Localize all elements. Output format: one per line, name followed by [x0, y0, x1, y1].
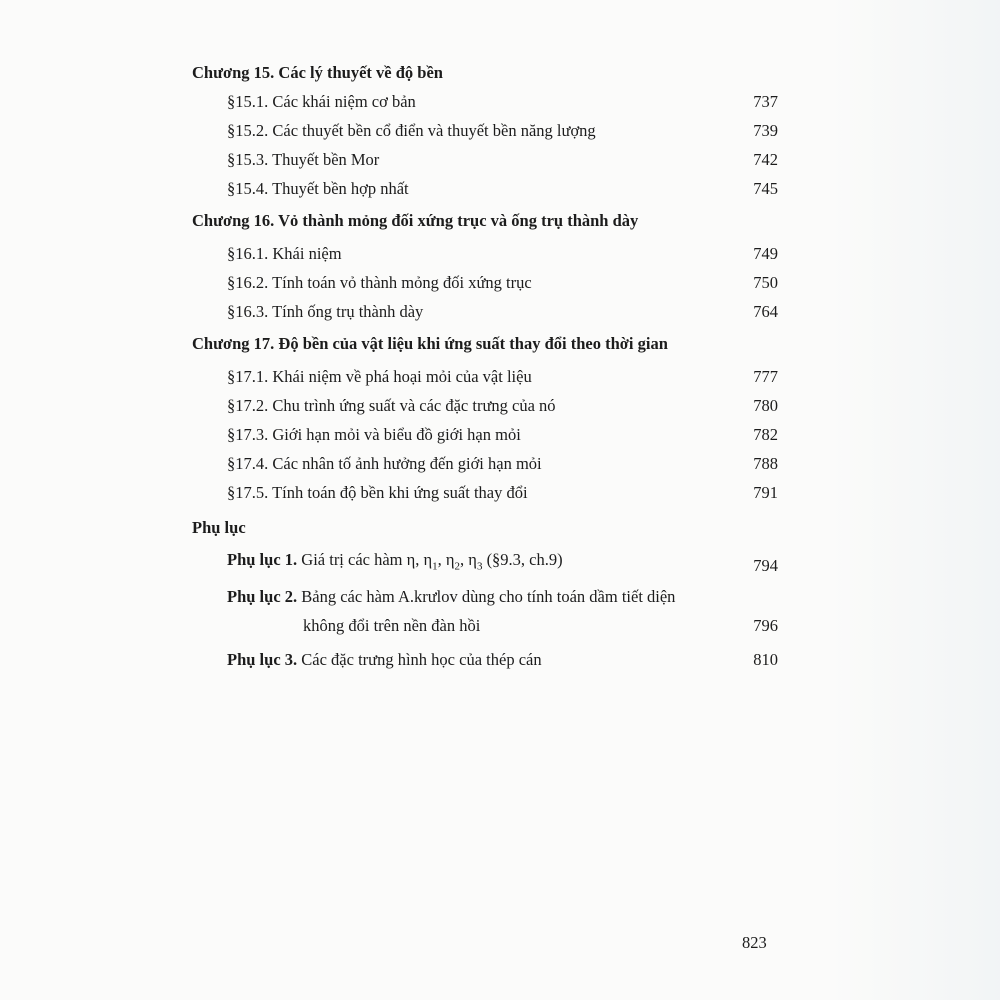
entry-page: 742	[753, 150, 778, 169]
toc-entry	[192, 272, 778, 294]
appendix-label	[227, 649, 542, 671]
toc-entry	[192, 149, 778, 171]
entry-label: §17.1. Khái niệm về phá hoại mỏi của vật liệu	[227, 367, 532, 386]
appendix-label	[227, 549, 563, 577]
toc-entry	[192, 178, 778, 200]
appendix-entry-2	[192, 586, 778, 637]
entry-page: 739	[753, 121, 778, 140]
appendix-label	[227, 586, 675, 637]
appendix-entry-1	[192, 549, 778, 577]
entry-label: §15.3. Thuyết bền Mor	[227, 150, 380, 169]
toc-entry	[192, 243, 778, 265]
appendix-number: Phụ lục 3.	[227, 650, 298, 670]
entry-label: §16.1. Khái niệm	[227, 244, 342, 263]
entry-label: §16.2. Tính toán vỏ thành mỏng đối xứng trục	[227, 273, 532, 292]
entry-label: §15.1. Các khái niệm cơ bản	[227, 92, 416, 111]
entry-page: 788	[753, 454, 778, 473]
entry-page: 810	[753, 650, 778, 670]
toc-entry	[192, 366, 778, 388]
toc-entry	[192, 120, 778, 142]
toc-entry	[192, 453, 778, 475]
entry-page: 780	[753, 396, 778, 415]
page-number: 823	[742, 933, 767, 952]
entry-page: 750	[753, 273, 778, 292]
chapter-16-title: Chương 16. Vỏ thành mỏng đối xứng trục và ống trụ thành dày	[192, 211, 639, 230]
toc-entry	[192, 424, 778, 446]
chapter-15-title: Chương 15. Các lý thuyết về độ bền	[192, 63, 443, 82]
appendix-text: Các đặc trưng hình học của thép cán	[301, 650, 542, 670]
chapter-17-title: Chương 17. Độ bền của vật liệu khi ứng suất thay đổi theo thời gian	[192, 334, 668, 353]
entry-label: §15.2. Các thuyết bền cổ điển và thuyết bền năng lượng	[227, 121, 596, 140]
appendix-number: Phụ lục 1.	[227, 550, 298, 569]
entry-page: 764	[753, 302, 778, 321]
toc-entry	[192, 395, 778, 417]
page-shadow	[830, 0, 1000, 1000]
entry-label: §17.2. Chu trình ứng suất và các đặc trưng của nó	[227, 396, 556, 415]
appendix-text: Bảng các hàm A.krưlov dùng cho tính toán dầm tiết diện	[301, 587, 676, 607]
entry-page: 791	[753, 483, 778, 502]
entry-label: §15.4. Thuyết bền hợp nhất	[227, 179, 409, 198]
toc-entry	[192, 91, 778, 113]
appendix-number: Phụ lục 2.	[227, 587, 298, 607]
entry-label: §16.3. Tính ống trụ thành dày	[227, 302, 424, 321]
toc-entry	[192, 482, 778, 504]
appendix-text-continued: không đổi trên nền đàn hồi	[303, 616, 481, 636]
entry-page: 794	[753, 556, 778, 576]
entry-page: 745	[753, 179, 778, 198]
appendix-text: Giá trị các hàm η, $\eta_1$, $\eta_2$, $\eta_3$ (§9.3, ch.9)	[301, 550, 563, 573]
toc-entry	[192, 301, 778, 323]
appendix-title: Phụ lục	[192, 518, 246, 537]
entry-page: 782	[753, 425, 778, 444]
appendix-entry-3	[192, 649, 778, 671]
entry-label: §17.3. Giới hạn mỏi và biểu đồ giới hạn mỏi	[227, 425, 521, 444]
entry-label: §17.5. Tính toán độ bền khi ứng suất thay đổi	[227, 483, 528, 502]
entry-page: 749	[753, 244, 778, 263]
entry-label: §17.4. Các nhân tố ảnh hưởng đến giới hạn mỏi	[227, 454, 542, 473]
entry-page: 796	[753, 616, 778, 636]
entry-page: 737	[753, 92, 778, 111]
entry-page: 777	[753, 367, 778, 386]
table-of-contents	[192, 62, 778, 671]
